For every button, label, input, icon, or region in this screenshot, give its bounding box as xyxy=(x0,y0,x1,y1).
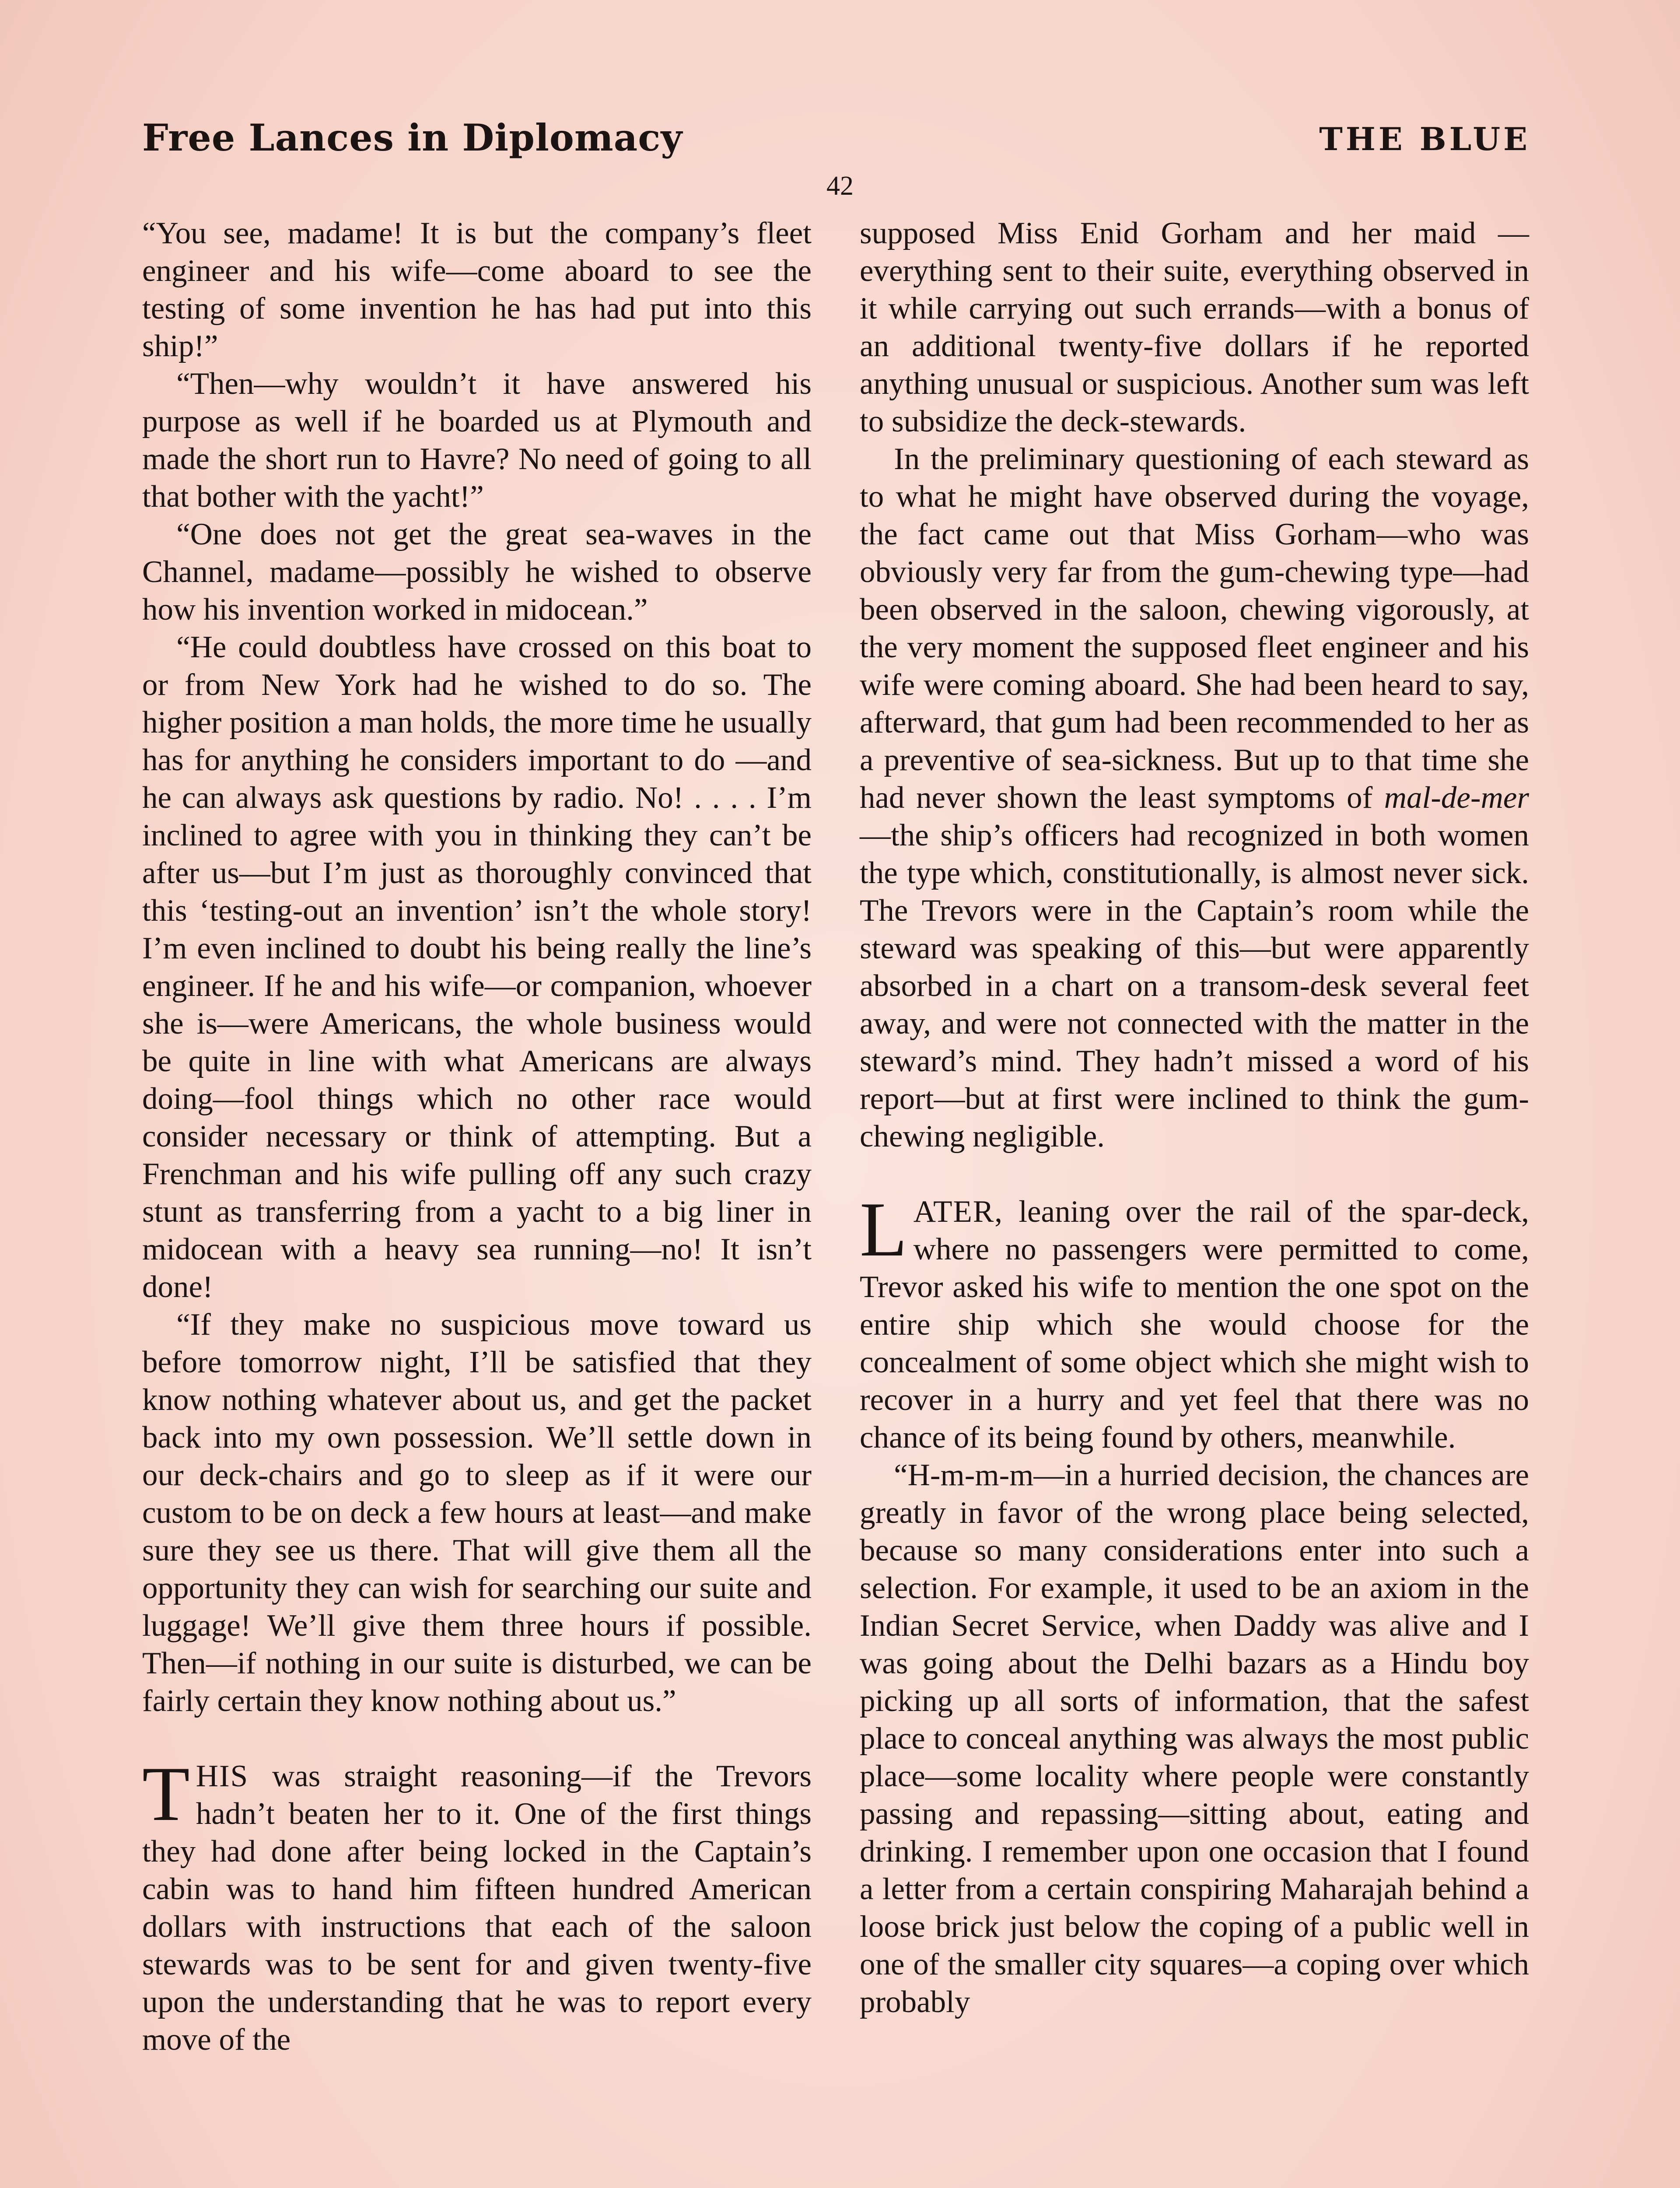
paragraph: supposed Miss Enid Gorham and her maid —everything sent to their suite, everything observed in it while carrying out such errands—with a bonus of an additional twenty-five dollars if he reported anything unusual or suspicious. Another sum was left to subsidize the deck-stewards. xyxy=(860,216,1529,438)
lead-word: ATER, xyxy=(913,1195,1003,1229)
page-header xyxy=(142,116,1530,168)
left-column xyxy=(142,214,812,2058)
lead-word: HIS xyxy=(196,1759,249,1793)
right-column xyxy=(860,214,1529,2021)
paragraph xyxy=(860,440,1529,1155)
page-number: 42 xyxy=(826,171,854,201)
section-paragraph xyxy=(860,1186,1529,1456)
paragraph-text: leaning over the rail of the spar-deck, where no passengers were permitted to come, Trevor asked his wife to mention the one spot on the entire ship which she would choose for the concealment of some object which she might wish to recover in a hurry and yet feel that there was no chance of its being found by others, meanwhile. xyxy=(860,1195,1529,1455)
paragraph: “One does not get the great sea-waves in the Channel, madame—possibly he wished to observe how his invention worked in midocean.” xyxy=(142,517,812,627)
paragraph: “Then—why wouldn’t it have answered his purpose as well if he boarded us at Plymouth and made the short run to Havre? No need of going to all that bother with the yacht!” xyxy=(142,367,812,514)
running-title: Free Lances in Diplomacy xyxy=(142,116,683,159)
paragraph-text: —the ship’s officers had recognized in both women the type which, constitutionally, is almost never sick. The Trevors were in the Captain’s room while the steward was speaking of this—but were apparently absorbed in a chart on a transom-desk several feet away, and were not connected with the matter in the steward’s mind. They hadn’t missed a word of his report—but at first were inclined to think the gum-chewing negligible. xyxy=(860,818,1529,1154)
paragraph: “H-m-m-m—in a hurried decision, the chances are greatly in favor of the wrong place being selected, because so many considerations enter into such a selection. For example, it used to be an axiom in the Indian Secret Service, when Daddy was alive and I was going about the Delhi bazars as a Hindu boy picking up all sorts of information, that the safest place to conceal anything was always the most public place—some locality where people were constantly passing and repassing—sitting about, eating and drinking. I remember upon one occasion that I found a letter from a certain conspiring Maharajah behind a loose brick just below the coping of a public well in one of the smaller city squares—a coping over which probably xyxy=(860,1458,1529,2019)
drop-cap: T xyxy=(142,1750,190,1837)
drop-cap: L xyxy=(860,1186,907,1273)
magazine-title: THE BLUE xyxy=(1319,120,1530,158)
paragraph-text: was straight reasoning—if the Trevors hadn’t beaten her to it. One of the first things they had done after being locked in the Captain’s cabin was to hand him fifteen hundred American dollars with instructions that each of the saloon stewards was to be sent for and given twenty-five upon the understanding that he was to report every move of the xyxy=(142,1759,812,2057)
italic-term: mal-de-mer xyxy=(1384,781,1529,815)
paragraph: “You see, madame! It is but the company’s fleet engineer and his wife—come aboard to see the testing of some invention he has had put into this ship!” xyxy=(142,216,812,363)
paragraph-text: In the preliminary questioning of each steward as to what he might have observed during the voyage, the fact came out that Miss Gorham—who was obviously very far from the gum-chewing type—had been observed in the saloon, chewing vigorously, at the very moment the supposed fleet engineer and his wife were coming aboard. She had been heard to say, afterward, that gum had been recommended to her as a preventive of sea-sickness. But up to that time she had never shown the least symptoms of xyxy=(860,442,1529,815)
paragraph: “He could doubtless have crossed on this boat to or from New York had he wished to do so. The higher position a man holds, the more time he usually has for anything he considers important to do —and he can always ask questions by radio. No! . . . . I’m inclined to agree with you in thinking they can’t be after us—but I’m just as thoroughly convinced that this ‘testing-out an invention’ isn’t the whole story! I’m even inclined to doubt his being really the line’s engineer. If he and his wife—or companion, whoever she is—were Americans, the whole business would be quite in line with what Americans are always doing—fool things which no other race would consider necessary or think of attempting. But a Frenchman and his wife pulling off any such crazy stunt as transferring from a yacht to a big liner in midocean with a heavy sea running—no! It isn’t done! xyxy=(142,630,812,1304)
paragraph: “If they make no suspicious move toward us before tomorrow night, I’ll be satisfied that they know nothing whatever about us, and get the packet back into my own possession. We’ll settle down in our deck-chairs and go to sleep as if it were our custom to be on deck a few hours at least—and make sure they see us there. That will give them all the opportunity they can wish for searching our suite and luggage! We’ll give them three hours if possible. Then—if nothing in our suite is disturbed, we can be fairly certain they know nothing about us.” xyxy=(142,1308,812,1718)
section-paragraph xyxy=(142,1750,812,2058)
